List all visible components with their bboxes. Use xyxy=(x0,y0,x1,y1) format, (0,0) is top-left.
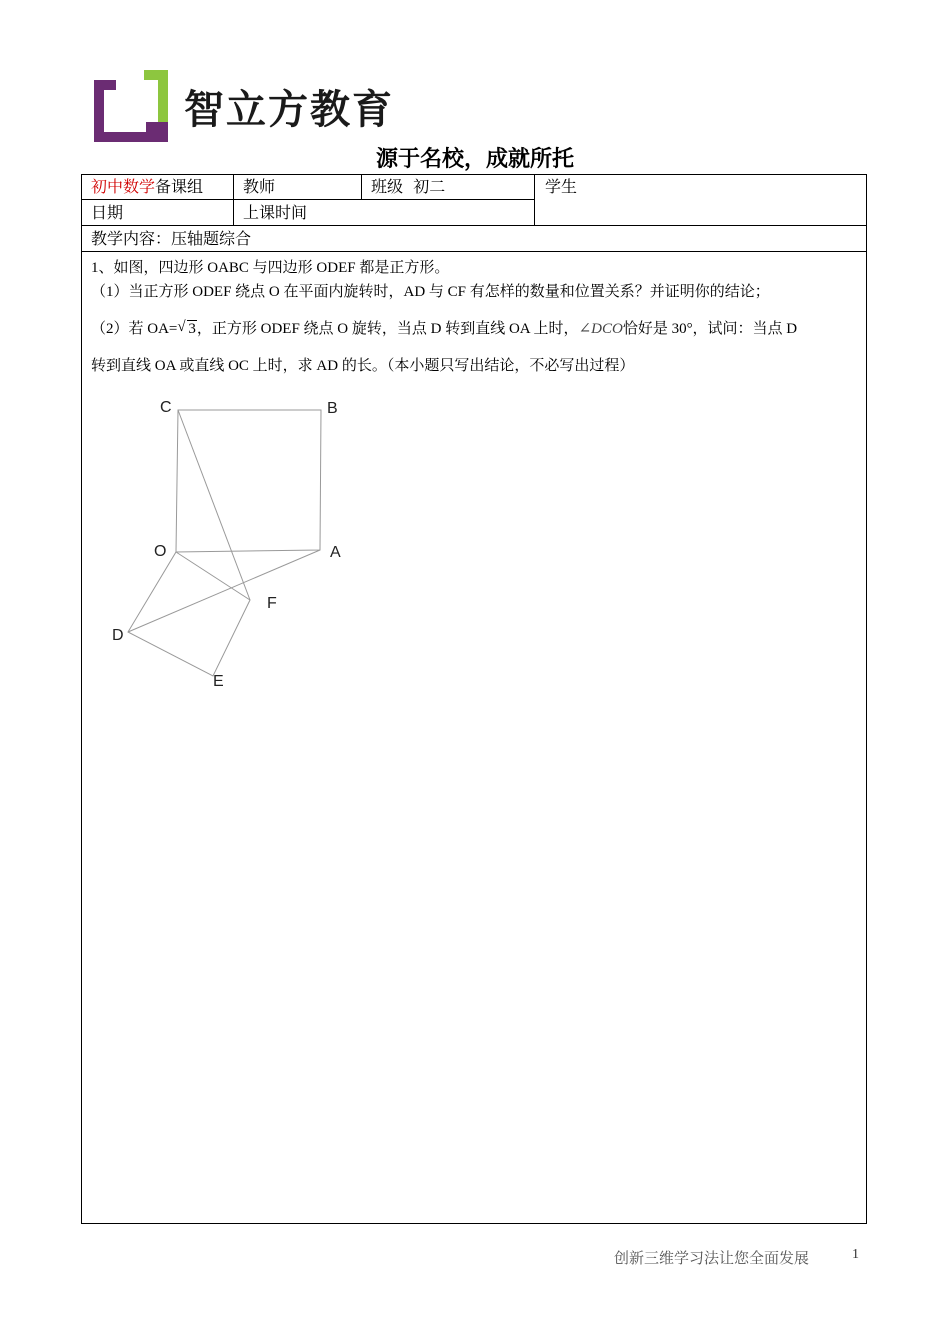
teaching-content: 教学内容：压轴题综合 xyxy=(91,229,252,248)
segment-cf xyxy=(178,410,250,600)
label-e: E xyxy=(213,673,224,690)
part2-text-b: ，正方形 ODEF 绕点 O 旋转，当点 D 转到直线 OA 上时， xyxy=(196,321,579,337)
motto-title: 源于名校，成就所托 xyxy=(375,147,574,172)
class-time-label: 上课时间 xyxy=(243,203,308,222)
table-rule xyxy=(361,175,362,199)
problem-part1: （1）当正方形 ODEF 绕点 O 在平面内旋转时，AD 与 CF 有怎样的数量和位置关系？并证明你的结论； xyxy=(91,284,770,300)
sqrt-expression: √ 3 xyxy=(177,319,196,337)
problem-intro: 1、如图，四边形 OABC 与四边形 ODEF 都是正方形。 xyxy=(91,260,450,276)
table-rule xyxy=(233,175,234,225)
date-label: 日期 xyxy=(91,203,124,222)
label-b: B xyxy=(327,400,338,417)
label-d: D xyxy=(112,627,124,644)
subject-cell xyxy=(91,176,203,198)
table-rule xyxy=(82,251,866,252)
subject-suffix: 备课组 xyxy=(155,177,204,196)
logo xyxy=(94,70,394,144)
class-cell xyxy=(371,176,445,198)
student-label: 学生 xyxy=(545,177,578,196)
table-rule xyxy=(82,199,534,200)
bracket-square-logo-icon xyxy=(94,70,168,142)
label-a: A xyxy=(330,544,341,561)
square-odef xyxy=(128,552,250,676)
angle-dco: ∠DCO xyxy=(578,321,623,337)
table-rule xyxy=(534,175,535,225)
subject-name: 初中数学 xyxy=(91,177,156,196)
label-f: F xyxy=(267,595,277,612)
geometry-figure xyxy=(100,392,360,692)
part2-text-c: 恰好是 30°，试问：当点 D xyxy=(622,321,798,337)
square-oabc xyxy=(176,410,321,552)
class-value: 初二 xyxy=(413,177,446,196)
sqrt-radicand: 3 xyxy=(188,321,196,337)
footer-slogan: 创新三维学习法让您全面发展 xyxy=(614,1249,810,1267)
page-number: 1 xyxy=(852,1247,859,1262)
label-o: O xyxy=(154,543,167,560)
table-rule xyxy=(82,225,866,226)
problem-part2-line2: 转到直线 OA 或直线 OC 上时，求 AD 的长。（本小题只写出结论，不必写出过程） xyxy=(91,358,635,374)
class-label: 班级 xyxy=(371,177,404,196)
teacher-label: 教师 xyxy=(243,177,276,196)
logo-text: 智立方教育 xyxy=(184,87,394,133)
problem-part2 xyxy=(91,317,797,338)
part2-text-a: （2）若 OA= xyxy=(91,321,178,337)
label-c: C xyxy=(160,399,172,416)
segment-ad xyxy=(128,550,320,632)
